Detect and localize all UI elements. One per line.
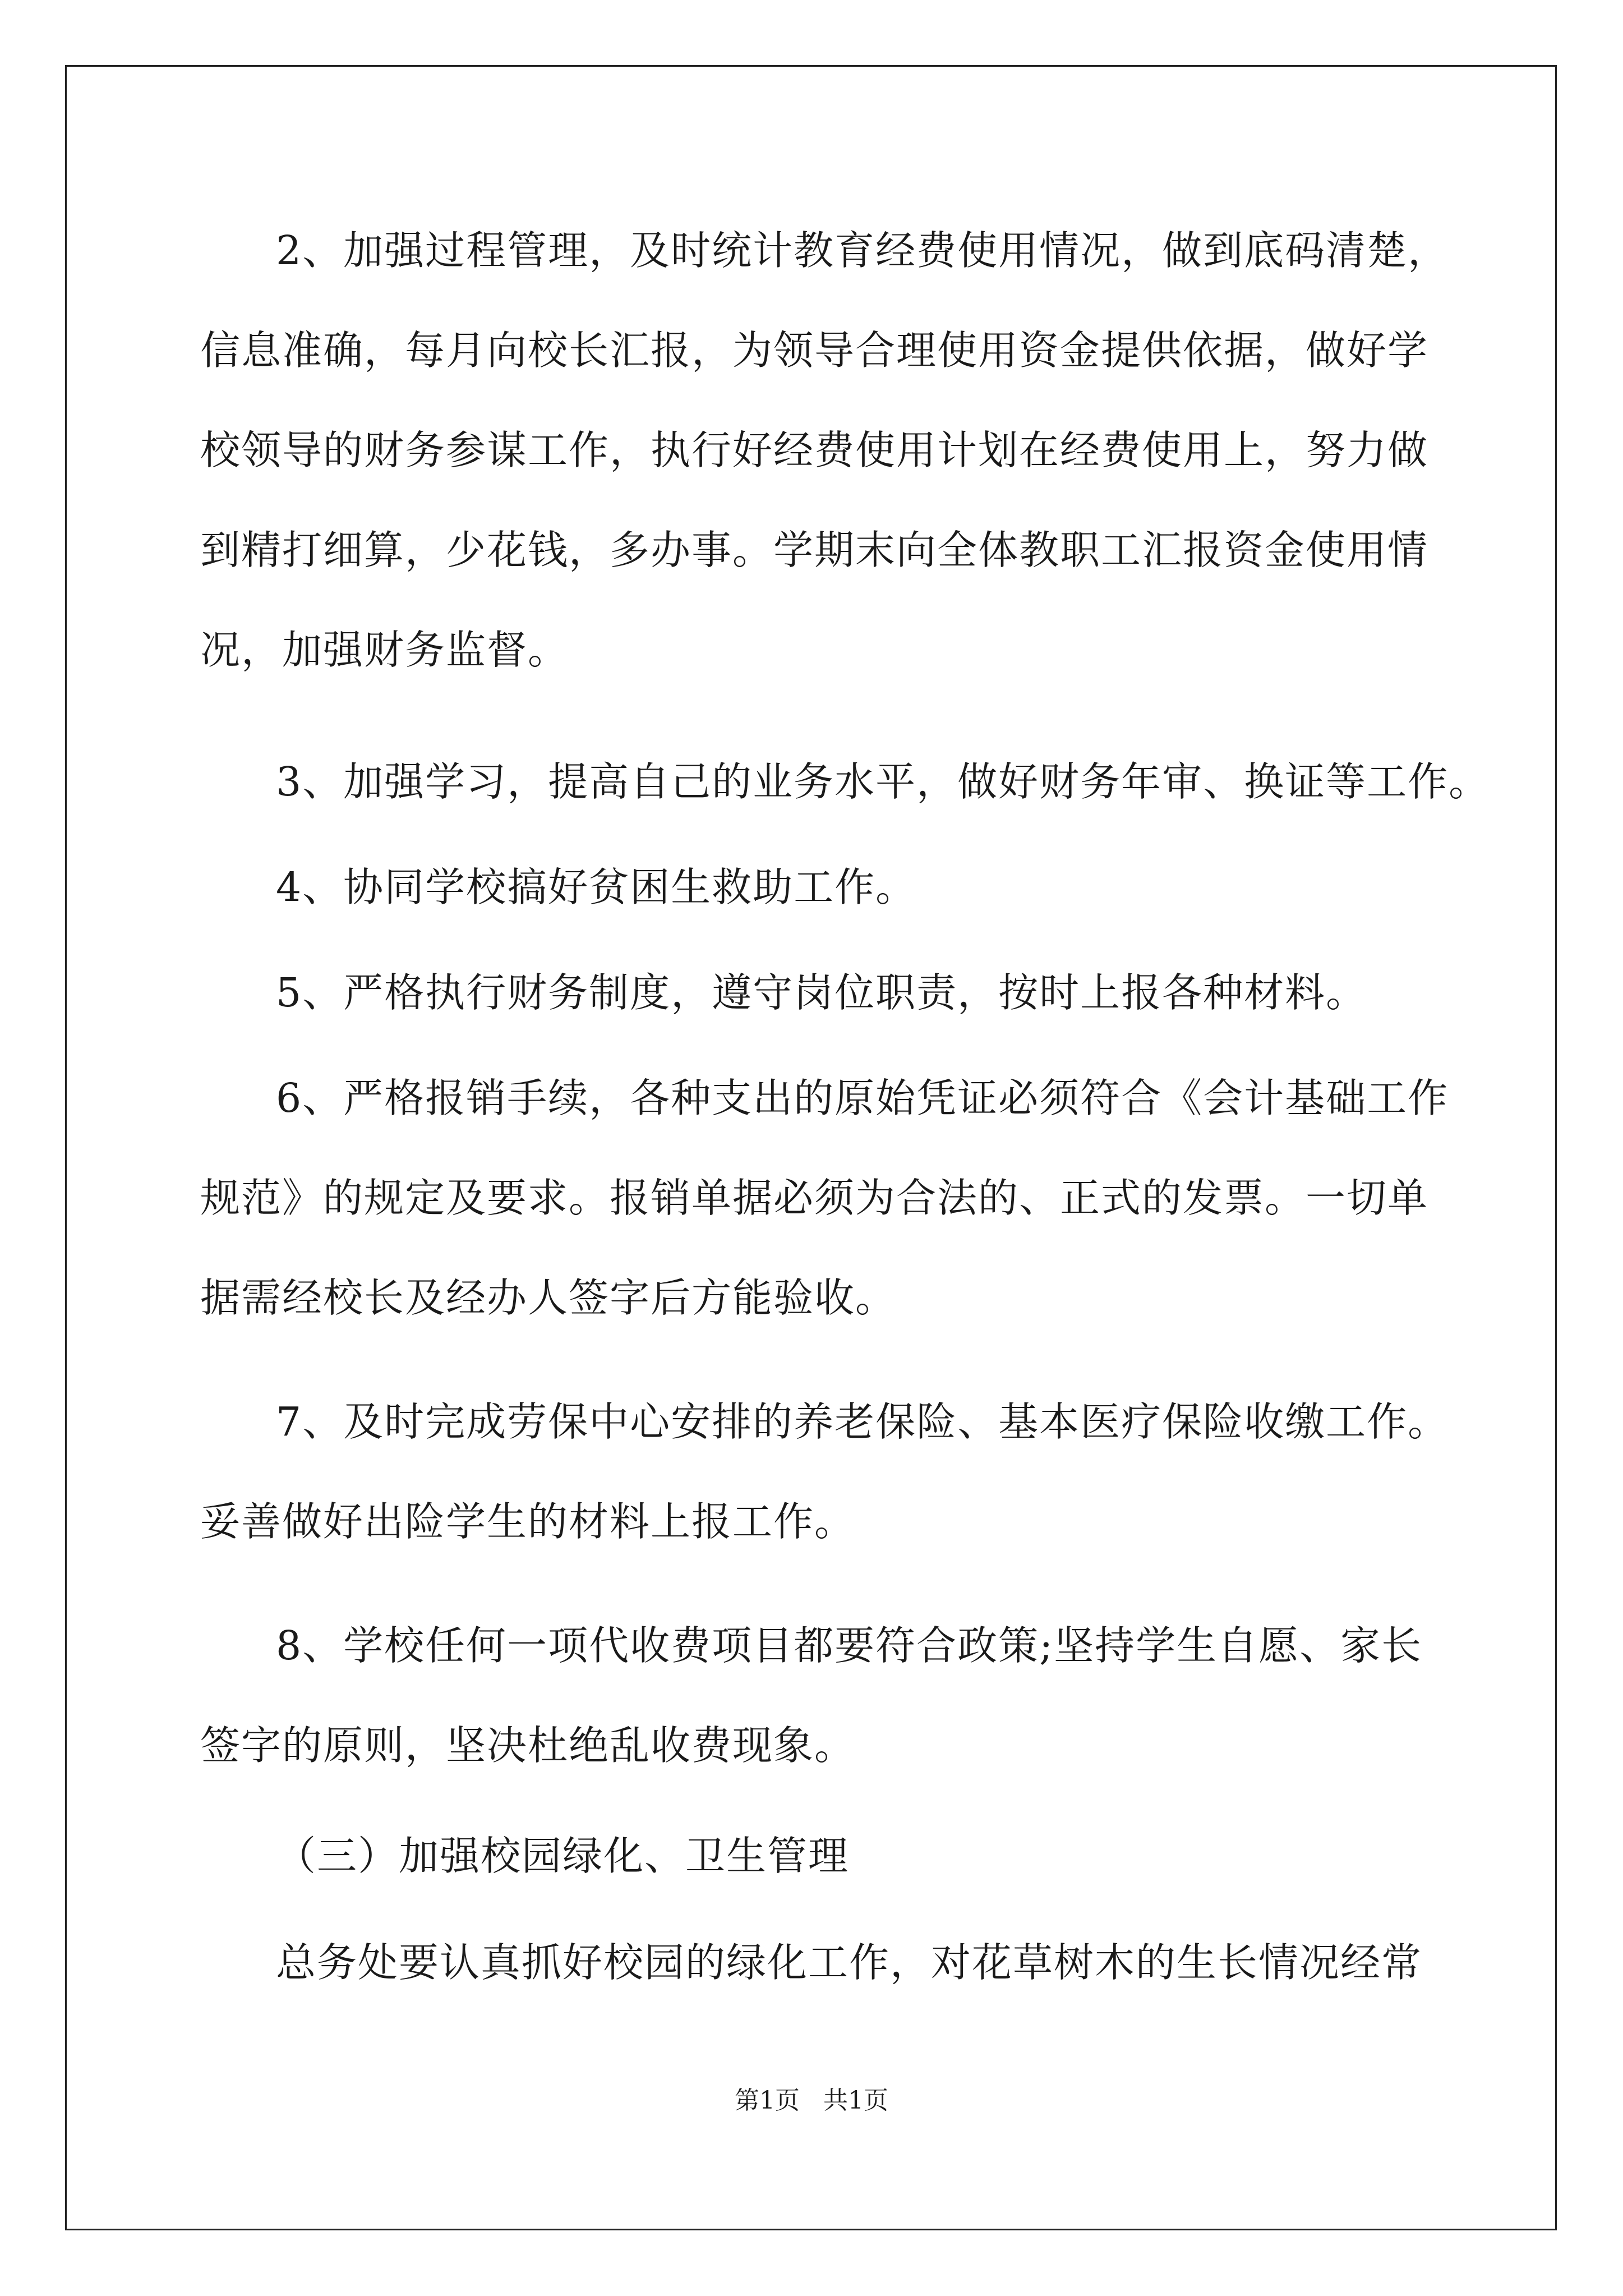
paragraph-5: 5、严格执行财务制度，遵守岗位职责，按时上报各种材料。 bbox=[276, 969, 1367, 1016]
page-border bbox=[65, 65, 1557, 2230]
paragraph-2-line-3: 校领导的财务参谋工作，执行好经费使用计划在经费使用上，努力做 bbox=[200, 427, 1429, 473]
page-footer: 第1页 共1页 bbox=[735, 2086, 888, 2115]
section-heading: （三）加强校园绿化、卫生管理 bbox=[276, 1833, 850, 1879]
paragraph-2-line-2: 信息准确，每月向校长汇报，为领导合理使用资金提供依据，做好学 bbox=[200, 327, 1429, 374]
paragraph-2-line-4: 到精打细算，少花钱，多办事。学期末向全体教职工汇报资金使用情 bbox=[200, 527, 1429, 573]
paragraph-6-line-1: 6、严格报销手续，各种支出的原始凭证必须符合《会计基础工作 bbox=[276, 1075, 1449, 1121]
paragraph-4: 4、协同学校搞好贫困生救助工作。 bbox=[276, 864, 917, 910]
paragraph-greening-line-1: 总务处要认真抓好校园的绿化工作，对花草树木的生长情况经常 bbox=[276, 1939, 1423, 1986]
paragraph-6-line-2: 规范》的规定及要求。报销单据必须为合法的、正式的发票。一切单 bbox=[200, 1175, 1429, 1221]
paragraph-2-line-1: 2、加强过程管理，及时统计教育经费使用情况，做到底码清楚， bbox=[276, 227, 1449, 274]
paragraph-6-line-3: 据需经校长及经办人签字后方能验收。 bbox=[200, 1274, 897, 1321]
paragraph-8-line-1: 8、学校任何一项代收费项目都要符合政策;坚持学生自愿、家长 bbox=[276, 1622, 1423, 1669]
paragraph-8-line-2: 签字的原则，坚决杜绝乱收费现象。 bbox=[200, 1722, 856, 1769]
paragraph-7-line-2: 妥善做好出险学生的材料上报工作。 bbox=[200, 1498, 856, 1545]
paragraph-3: 3、加强学习，提高自己的业务水平，做好财务年审、换证等工作。 bbox=[276, 758, 1490, 805]
paragraph-7-line-1: 7、及时完成劳保中心安排的养老保险、基本医疗保险收缴工作。 bbox=[276, 1398, 1449, 1445]
paragraph-2-line-5: 况，加强财务监督。 bbox=[200, 627, 569, 673]
